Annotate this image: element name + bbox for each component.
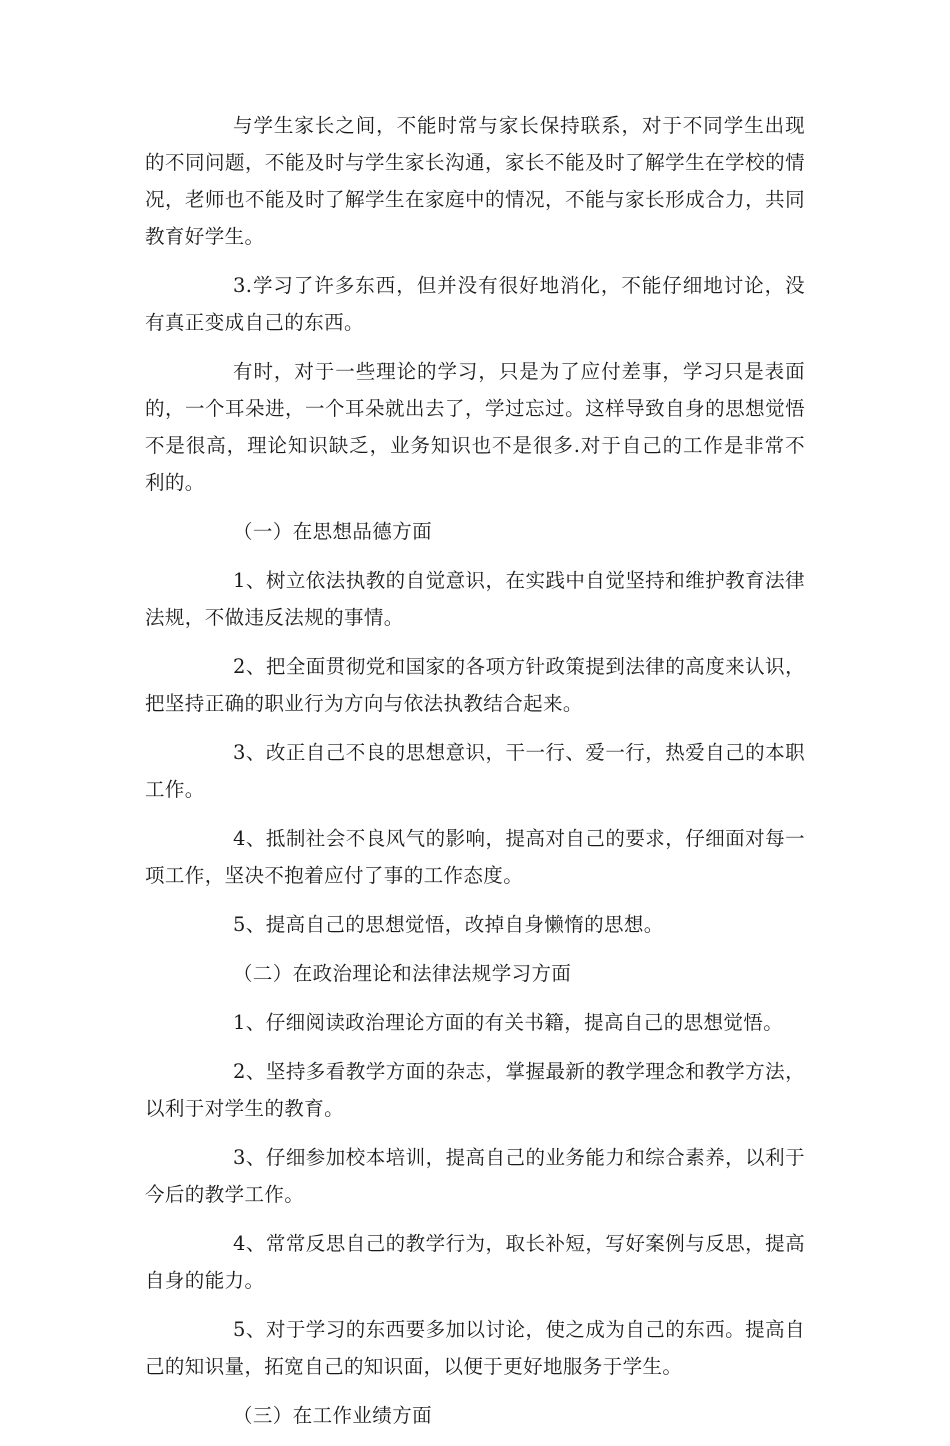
list-item-ideology-2: 2、把全面贯彻党和国家的各项方针政策提到法律的高度来认识，把坚持正确的职业行为方向与依法执教结合起来。 bbox=[145, 655, 805, 715]
document-body bbox=[145, 107, 805, 1446]
list-item-ideology-4: 4、抵制社会不良风气的影响，提高对自己的要求，仔细面对每一项工作，坚决不抱着应付了事的工作态度。 bbox=[145, 827, 805, 887]
list-item-theory-4: 4、常常反思自己的教学行为，取长补短，写好案例与反思，提高自身的能力。 bbox=[145, 1232, 805, 1292]
paragraph-theory-study: 有时，对于一些理论的学习，只是为了应付差事，学习只是表面的，一个耳朵进，一个耳朵就出去了，学过忘过。这样导致自身的思想觉悟不是很高，理论知识缺乏，业务知识也不是很多.对于自己的工作是非常不利的。 bbox=[145, 360, 805, 494]
list-item-ideology-1: 1、树立依法执教的自觉意识，在实践中自觉坚持和维护教育法律法规，不做违反法规的事情。 bbox=[145, 569, 805, 629]
section-heading-political-theory: （二）在政治理论和法律法规学习方面 bbox=[233, 962, 572, 985]
paragraph-item-3-digest: 3.学习了许多东西，但并没有很好地消化，不能仔细地讨论，没有真正变成自己的东西。 bbox=[145, 274, 805, 334]
section-heading-ideology: （一）在思想品德方面 bbox=[233, 520, 433, 543]
list-item-theory-1: 1、仔细阅读政治理论方面的有关书籍，提高自己的思想觉悟。 bbox=[233, 1011, 784, 1034]
paragraph-parent-contact: 与学生家长之间，不能时常与家长保持联系，对于不同学生出现的不同问题，不能及时与学生家长沟通，家长不能及时了解学生在学校的情况，老师也不能及时了解学生在家庭中的情况，不能与家长形成合力，共同教育好学生。 bbox=[145, 114, 805, 248]
section-heading-work-performance: （三）在工作业绩方面 bbox=[233, 1404, 433, 1427]
list-item-theory-5: 5、对于学习的东西要多加以讨论，使之成为自己的东西。提高自己的知识量，拓宽自己的知识面，以便于更好地服务于学生。 bbox=[145, 1318, 805, 1378]
list-item-theory-2: 2、坚持多看教学方面的杂志，掌握最新的教学理念和教学方法，以利于对学生的教育。 bbox=[145, 1060, 805, 1120]
list-item-ideology-3: 3、改正自己不良的思想意识，干一行、爱一行，热爱自己的本职工作。 bbox=[145, 741, 805, 801]
list-item-ideology-5: 5、提高自己的思想觉悟，改掉自身懒惰的思想。 bbox=[233, 913, 664, 936]
list-item-theory-3: 3、仔细参加校本培训，提高自己的业务能力和综合素养，以利于今后的教学工作。 bbox=[145, 1146, 805, 1206]
